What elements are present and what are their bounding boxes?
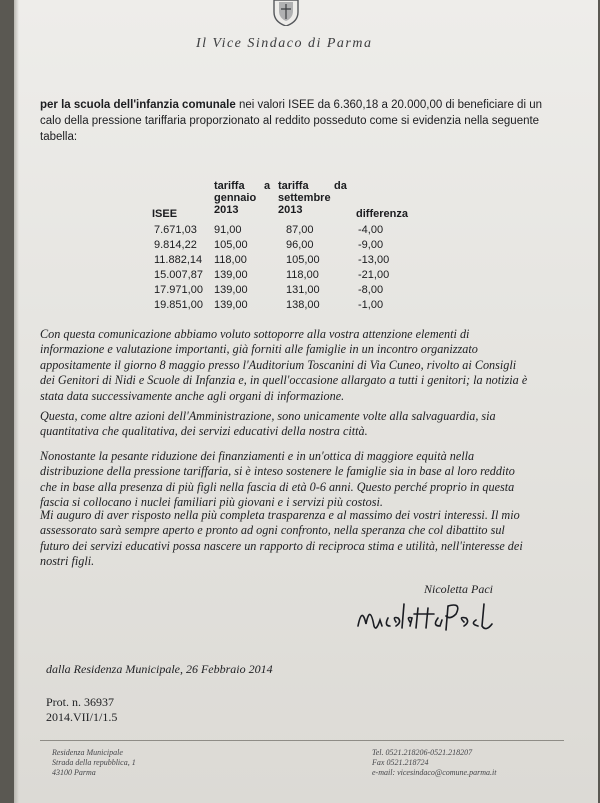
footer-line: Tel. 0521.218206-0521.218207	[372, 748, 473, 757]
intro-paragraph	[40, 97, 562, 145]
paragraph-closing-wishes	[40, 508, 560, 570]
paragraph-line: quantitativa che qualitativa, dei servizi educativi della nostra città.	[40, 424, 368, 439]
paragraph-line: informazione e valutazione importanti, già forniti alle famiglie in un incontro organizzato	[40, 342, 478, 357]
header-jan-3: gennaio	[214, 192, 257, 204]
footer-line: Strada della repubblica, 1	[52, 758, 136, 767]
cell-isee: 17.971,00	[154, 284, 203, 296]
paragraph-communication	[40, 327, 560, 404]
paragraph-line: che in base alla presenza di più figli nella fascia di età 0-6 anni. Questo perché proprio in questa	[40, 479, 515, 494]
header-sep-2: da	[334, 180, 347, 192]
paragraph-line: fascia si collocano i nuclei familiari più giovani e i servizi più costosi.	[40, 495, 383, 510]
cell-sep: 96,00	[286, 239, 314, 251]
paragraph-line: Mi auguro di aver risposto nella più completa trasparenza e al massimo dei vostri interessi. Il mio	[40, 508, 520, 522]
header-differenza: differenza	[356, 208, 408, 220]
footer-line: Fax 0521.218724	[372, 758, 429, 767]
intro-line-1: nei valori ISEE da 6.360,18 a 20.000,00 di beneficiare di un	[235, 99, 542, 111]
signatory-name: Nicoletta Paci	[424, 582, 493, 596]
paragraph-line: assessorato sarà sempre aperto e pronto ad ogni confronto, nella speranza che col dibattito sul	[40, 523, 505, 538]
paragraph-funding	[40, 449, 560, 511]
footer-line: 43100 Parma	[52, 768, 96, 777]
header-sep-4: 2013	[278, 204, 303, 216]
cell-sep: 138,00	[286, 299, 320, 311]
parma-crest-icon	[268, 0, 304, 26]
protocol-number: Prot. n. 36937	[46, 695, 115, 709]
paragraph-line: nostri figli.	[40, 554, 95, 569]
cell-isee: 15.007,87	[154, 269, 203, 281]
paragraph-line: dei Genitori di Nidi e Scuole di Infanzia e, in quell'occasione allargato a tutti i genitori; la notizia è	[40, 373, 528, 388]
header-jan-1: tariffa	[214, 180, 245, 192]
header-title: Il Vice Sindaco di Parma	[196, 36, 373, 51]
cell-isee: 7.671,03	[154, 224, 197, 236]
place-and-date: dalla Residenza Municipale, 26 Febbraio 2014	[46, 662, 273, 676]
cell-sep: 131,00	[286, 284, 320, 296]
paragraph-line: appositamente il giorno 8 maggio presso l'Auditorium Toscanini di Via Cuneo, rivolto ai Consigli	[40, 357, 517, 372]
paragraph-line: Con questa comunicazione abbiamo voluto sottoporre alla vostra attenzione elementi di	[40, 327, 470, 341]
cell-isee: 11.882,14	[154, 254, 203, 266]
header-sep-1: tariffa	[278, 180, 309, 192]
handwritten-signature	[352, 596, 552, 640]
header-jan-2: a	[264, 180, 271, 192]
cell-jan: 105,00	[214, 239, 248, 251]
paragraph-line: stata data successivamente anche agli organi di informazione.	[40, 388, 345, 403]
classification-code: 2014.VII/1/1.5	[46, 710, 118, 724]
cell-sep: 87,00	[286, 224, 314, 236]
intro-bold-text: per la scuola dell'infanzia comunale	[40, 99, 236, 111]
header-isee: ISEE	[152, 208, 178, 220]
cell-diff: -8,00	[358, 284, 384, 296]
cell-isee: 19.851,00	[154, 299, 203, 311]
intro-line-2: calo della pressione tariffaria proporzionato al reddito posseduto come si evidenzia nella seguente	[40, 115, 540, 127]
footer-contacts	[372, 748, 496, 778]
cell-isee: 9.814,22	[154, 239, 197, 251]
cell-diff: -13,00	[358, 254, 390, 266]
cell-jan: 139,00	[214, 284, 248, 296]
footer-address	[52, 748, 136, 778]
footer-divider	[40, 740, 564, 741]
paragraph-administration	[40, 409, 560, 440]
paragraph-line: distribuzione della pressione tariffaria, si è inteso sostenere le famiglie sia in base al loro reddito	[40, 464, 515, 479]
cell-jan: 139,00	[214, 269, 248, 281]
intro-line-3: tabella:	[40, 131, 78, 143]
cell-diff: -4,00	[358, 224, 384, 236]
cell-diff: -9,00	[358, 239, 384, 251]
cell-jan: 118,00	[214, 254, 247, 266]
paragraph-line: Questa, come altre azioni dell'Amministrazione, sono unicamente volte alla salvaguardia, sia	[40, 409, 496, 423]
paragraph-line: futuro dei servizi educativi possa nascere un rapporto di reciproca stima e utilità, nell'interesse dei	[40, 538, 523, 553]
header-jan-4: 2013	[214, 204, 239, 216]
footer-line: e-mail: vicesindaco@comune.parma.it	[372, 768, 497, 777]
cell-diff: -1,00	[358, 299, 384, 311]
footer-line: Residenza Municipale	[52, 748, 123, 757]
cell-sep: 105,00	[286, 254, 320, 266]
header-sep-3: settembre	[278, 192, 331, 204]
cell-jan: 91,00	[214, 224, 242, 236]
cell-sep: 118,00	[286, 269, 319, 281]
cell-jan: 139,00	[214, 299, 248, 311]
paragraph-line: Nonostante la pesante riduzione dei finanziamenti e in un'ottica di maggiore equità nella	[40, 449, 475, 463]
cell-diff: -21,00	[358, 269, 390, 281]
